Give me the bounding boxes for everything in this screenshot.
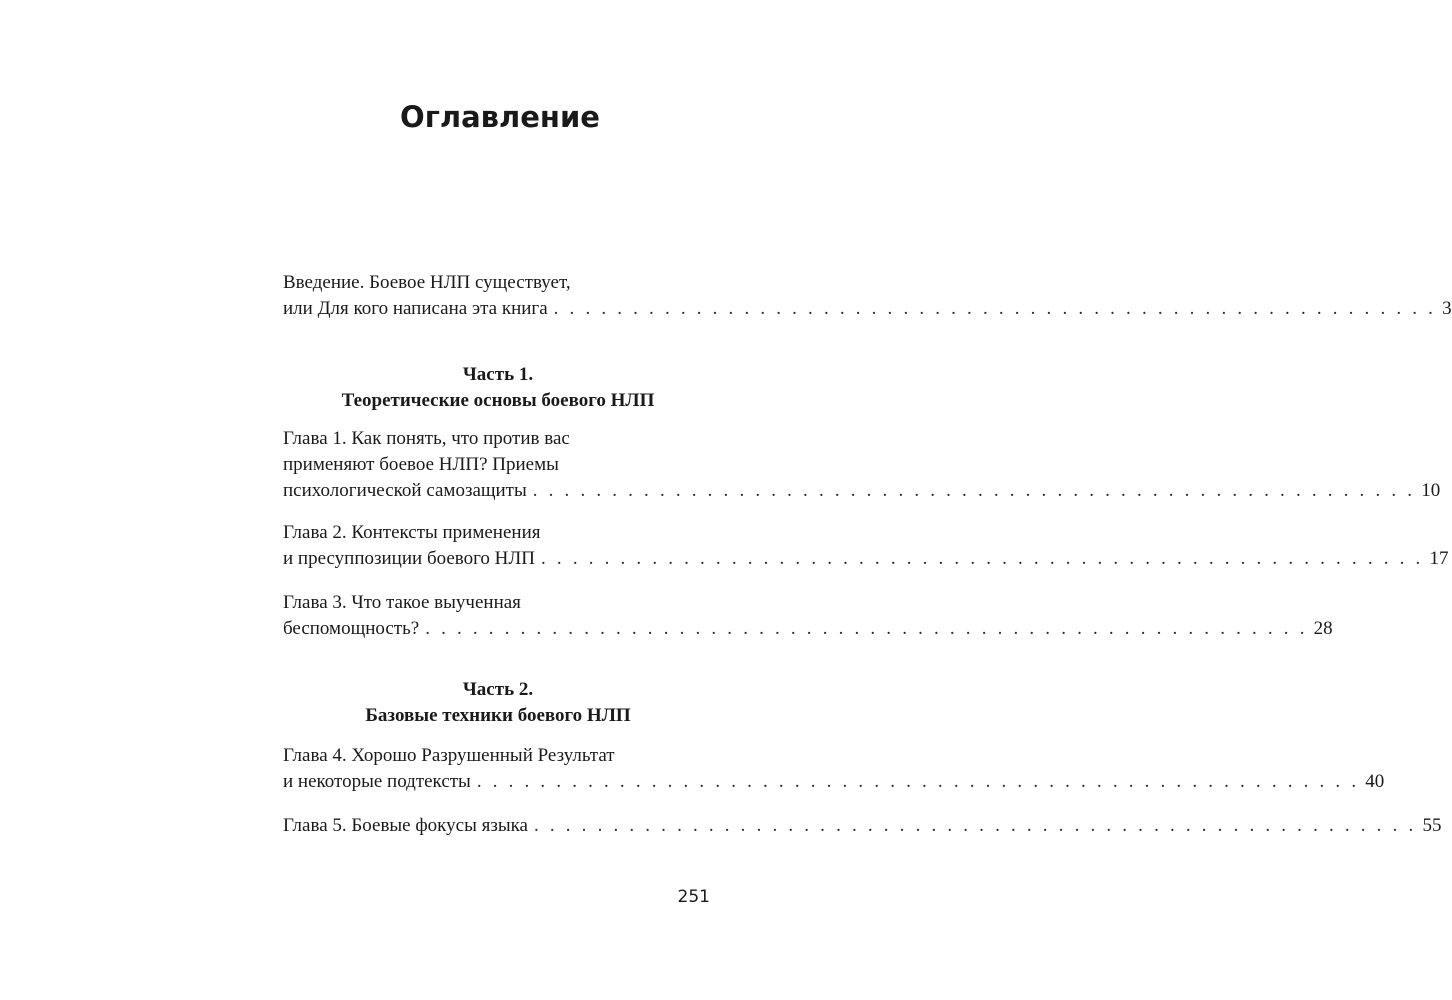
toc-entry-text: Глава 3. Что такое выученная bbox=[283, 592, 521, 613]
toc-entry-text: и пресуппозиции боевого НЛП bbox=[283, 548, 536, 569]
toc-entry-text: беспомощность? bbox=[283, 618, 420, 639]
toc-entry-text: Глава 4. Хорошо Разрушенный Результат bbox=[283, 745, 615, 766]
toc-entry-text: Глава 2. Контексты применения bbox=[283, 522, 541, 543]
toc-entry-text: Глава 1. Как понять, что против вас bbox=[283, 428, 570, 449]
toc-entry-chapter-1 bbox=[283, 426, 1441, 504]
toc-page-number: 55 bbox=[1422, 815, 1442, 836]
part-title: Теоретические основы боевого НЛП bbox=[341, 390, 655, 411]
toc-page-number: 10 bbox=[1421, 480, 1441, 501]
dot-leader: . . . . . . . . . . . . . . . . . . . . . . . . . . . . . . . . . . . . . . . . . . . . . . . . . . . . . . . . bbox=[553, 298, 1437, 319]
toc-part-1 bbox=[283, 362, 713, 414]
toc-entry-chapter-2 bbox=[283, 520, 1449, 572]
part-label: Часть 1. bbox=[462, 364, 534, 385]
toc-entry-chapter-5 bbox=[283, 813, 1442, 839]
toc-entry-chapter-4 bbox=[283, 743, 1385, 795]
dot-leader: . . . . . . . . . . . . . . . . . . . . . . . . . . . . . . . . . . . . . . . . . . . . . . . . . . . . . . . . bbox=[476, 771, 1360, 792]
toc-entry-text: или Для кого написана эта книга bbox=[283, 298, 548, 319]
toc-entry-text: Глава 5. Боевые фокусы языка bbox=[283, 815, 528, 836]
page-number: 251 bbox=[677, 887, 710, 907]
toc-page-number: 3 bbox=[1442, 298, 1452, 319]
dot-leader: . . . . . . . . . . . . . . . . . . . . . . . . . . . . . . . . . . . . . . . . . . . . . . . . . . . . . . . . bbox=[532, 480, 1416, 501]
toc-entry-text: и некоторые подтексты bbox=[283, 771, 471, 792]
toc-entry-text: применяют боевое НЛП? Приемы bbox=[283, 454, 559, 475]
dot-leader: . . . . . . . . . . . . . . . . . . . . . . . . . . . . . . . . . . . . . . . . . . . . . . . . . . . . . . . . bbox=[425, 618, 1308, 639]
toc-page-number: 40 bbox=[1365, 771, 1385, 792]
toc-entry-text: психологической самозащиты bbox=[283, 480, 527, 501]
toc-entry-text: Введение. Боевое НЛП существует, bbox=[283, 272, 571, 293]
toc-entry-chapter-3 bbox=[283, 590, 1333, 642]
dot-leader: . . . . . . . . . . . . . . . . . . . . . . . . . . . . . . . . . . . . . . . . . . . . . . . . . . . . . . . . bbox=[533, 815, 1417, 836]
dot-leader: . . . . . . . . . . . . . . . . . . . . . . . . . . . . . . . . . . . . . . . . . . . . . . . . . . . . . . . . bbox=[541, 548, 1424, 569]
part-label: Часть 2. bbox=[462, 679, 534, 700]
page-title: Оглавление bbox=[400, 100, 600, 134]
toc-part-2 bbox=[283, 677, 713, 729]
part-title: Базовые техники боевого НЛП bbox=[365, 705, 631, 726]
toc-page-number: 17 bbox=[1429, 548, 1449, 569]
toc-page-number: 28 bbox=[1313, 618, 1333, 639]
toc-entry-intro bbox=[283, 270, 1452, 322]
